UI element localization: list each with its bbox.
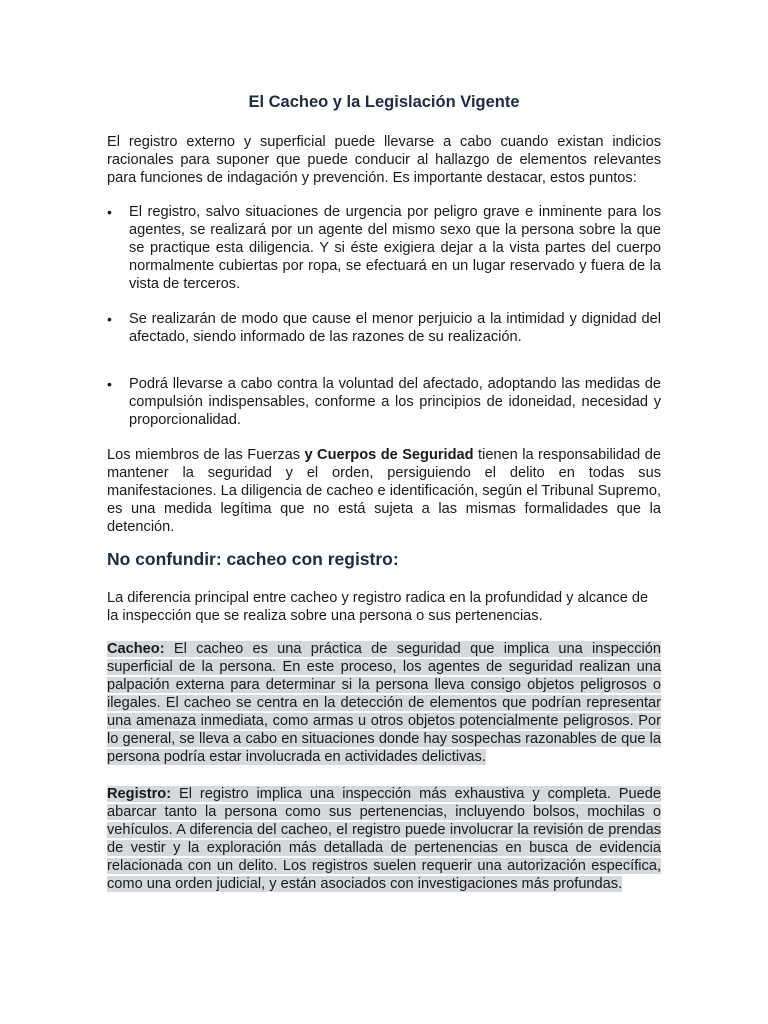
list-item: [107, 203, 661, 293]
members-paragraph: [107, 446, 661, 536]
list-item: [107, 375, 661, 429]
members-text-end: tienen la responsabilidad de mantener la seguridad y el orden, persiguiendo el delito en todas sus manifestaciones. La diligencia de cacheo e identificación, según el Tribunal Supremo, es una medida legítima que no está sujeta a las mismas formalidades que la detención.: [107, 447, 661, 535]
registro-highlight: [107, 786, 661, 892]
registro-label: Registro:: [107, 786, 172, 802]
list-item: [107, 310, 661, 346]
bullet-icon: •: [107, 311, 112, 327]
bullet-icon: •: [107, 204, 112, 220]
list-item-text: Se realizarán de modo que cause el menor perjuicio a la intimidad y dignidad del afectado, siendo informado de las razones de su realización.: [129, 311, 661, 345]
cacheo-label: Cacheo:: [107, 641, 165, 657]
intro-paragraph: El registro externo y superficial puede llevarse a cabo cuando existan indicios racionales para suponer que puede conducir al hallazgo de elementos relevantes para funciones de indagación y prevención. Es importante destacar, estos puntos:: [107, 134, 661, 186]
list-item-text: Podrá llevarse a cabo contra la voluntad del afectado, adoptando las medidas de compulsión indispensables, conforme a los principios de idoneidad, necesidad y proporcionalidad.: [129, 376, 661, 428]
members-text-start: Los miembros de las Fuerzas: [107, 447, 305, 463]
members-text-bold: y Cuerpos de Seguridad: [304, 447, 474, 463]
cacheo-text: El cacheo es una práctica de seguridad que implica una inspección superficial de la persona. En este proceso, los agentes de seguridad realizan una palpación externa para determinar si la persona lleva consigo objetos peligrosos o ilegales. El cacheo se centra en la detección de elementos que podrían representar una amenaza inmediata, como armas u otros objetos potencialmente peligrosos. Por lo general, se lleva a cabo en situaciones donde hay sospechas razonables de que la persona podría estar involucrada en actividades delictivas.: [107, 641, 661, 765]
section-heading: No confundir: cacheo con registro:: [107, 549, 399, 569]
difference-paragraph: La diferencia principal entre cacheo y registro radica en la profundidad y alcance de la inspección que se realiza sobre una persona o sus pertenencias.: [107, 590, 649, 624]
cacheo-highlight: [107, 641, 661, 765]
list-item-text: El registro, salvo situaciones de urgencia por peligro grave e inminente para los agentes, se realizará por un agente del mismo sexo que la persona sobre la que se practique esta diligencia. Y si éste exigiera dejar a la vista partes del cuerpo normalmente cubiertas por ropa, se efectuará en un lugar reservado y fuera de la vista de terceros.: [129, 204, 661, 292]
bullet-icon: •: [107, 376, 112, 392]
page-title: El Cacheo y la Legislación Vigente: [248, 93, 520, 111]
registro-text: El registro implica una inspección más exhaustiva y completa. Puede abarcar tanto la persona como sus pertenencias, incluyendo bolsos, mochilas o vehículos. A diferencia del cacheo, el registro puede involucrar la revisión de prendas de vestir y la exploración más detallada de pertenencias en busca de evidencia relacionada con un delito. Los registros suelen requerir una autorización específica, como una orden judicial, y están asociados con investigaciones más profundas.: [107, 786, 661, 892]
registro-paragraph: [107, 785, 661, 893]
cacheo-paragraph: [107, 640, 661, 766]
